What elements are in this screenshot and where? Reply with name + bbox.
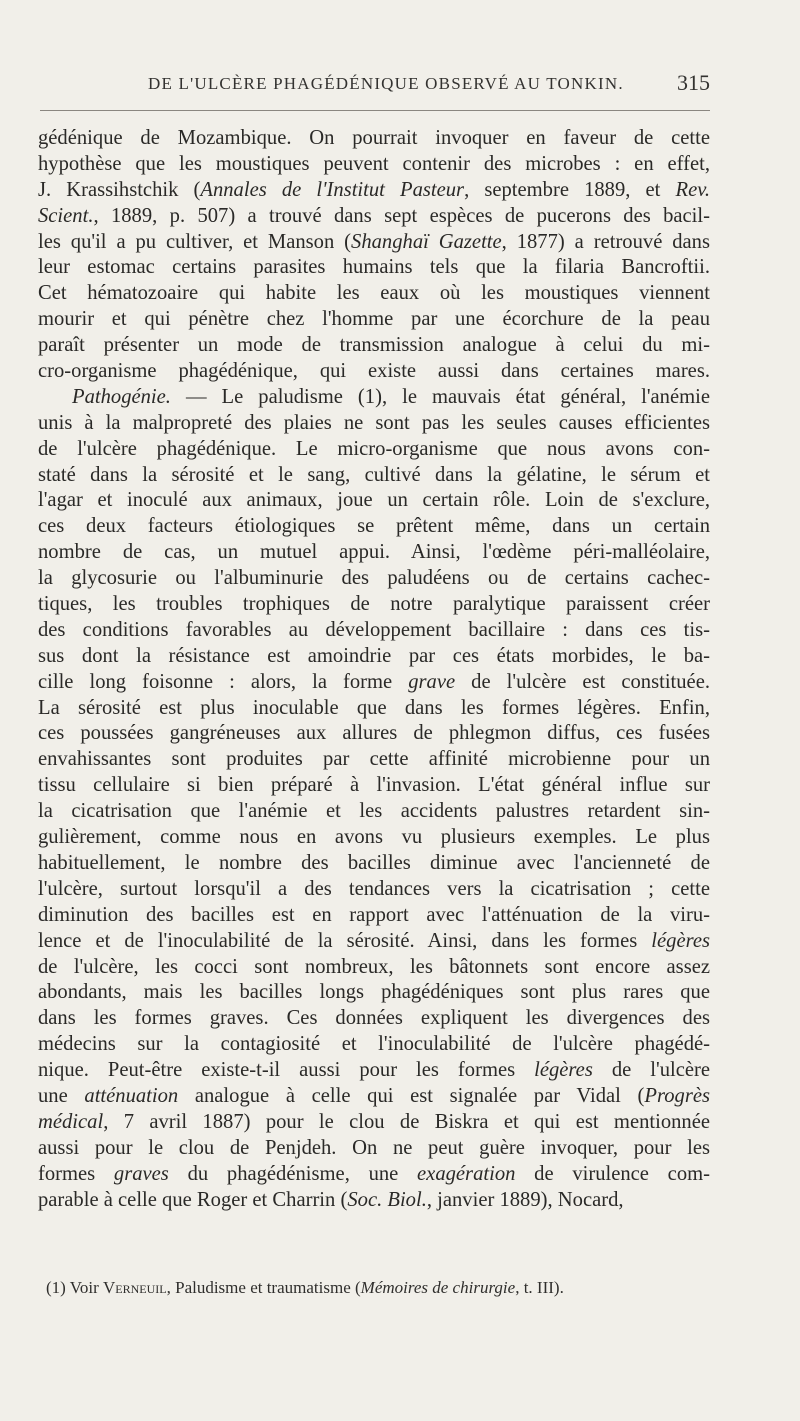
text-line [38,1162,710,1188]
text-line [38,488,710,514]
text-line [38,1058,710,1084]
text-run: formes [38,1162,114,1185]
text-run: de l'ulcère, les cocci sont nombreux, les bâtonnets sont encore assez [38,955,710,978]
page-number: 315 [677,70,710,95]
running-title: DE L'ULCÈRE PHAGÉDÉNIQUE OBSERVÉ AU TONKIN. [148,74,624,93]
text-run: lence et de l'inoculabilité de la sérosité. Ainsi, dans les formes [38,929,652,952]
italic-run: Rev. [675,178,710,201]
text-line [38,618,710,644]
text-line [38,696,710,722]
text-run: parable à celle que Roger et Charrin ( [38,1188,348,1211]
text-line [38,955,710,981]
text-run: — Le paludisme (1), le mauvais état général, l'anémie [170,385,710,408]
text-line [38,333,710,359]
text-run: tiques, les troubles trophiques de notre paralytique paraissent créer [38,593,710,616]
text-line [38,877,710,903]
text-run: les qu'il a pu cultiver, et Manson ( [38,230,352,253]
text-run: cro-organisme phagédénique, qui existe aussi dans certaines mares. [38,360,710,383]
text-run: mourir et qui pénètre chez l'homme par une écorchure de la peau [38,308,710,331]
text-run: tissu cellulaire si bien préparé à l'invasion. L'état général influe sur [38,774,710,797]
text-line [38,566,710,592]
text-line [38,825,710,851]
text-line [38,126,710,152]
text-run: de virulence com- [515,1162,710,1185]
text-line [38,385,710,411]
text-run: nombre de cas, un mutuel appui. Ainsi, l'œdème péri-malléolaire, [38,541,710,564]
text-run: nique. Peut-être existe-t-il aussi pour les formes [38,1059,535,1082]
text-line [38,411,710,437]
text-run: aussi pour le clou de Penjdeh. On ne peut guère invoquer, pour les [38,1136,710,1159]
italic-run: Scient. [38,204,94,227]
text-run: cille long foisonne : alors, la forme [38,670,409,693]
text-line [38,1136,710,1162]
text-run: analogue à celle qui est signalée par Vidal ( [178,1084,645,1107]
page-header [40,70,710,100]
text-run: médecins sur la contagiosité et l'inoculabilité de l'ulcère phagédé- [38,1033,710,1056]
text-line [38,230,710,256]
text-run: staté dans la sérosité et le sang, cultivé dans la gélatine, le sérum et [38,463,710,486]
text-line [38,851,710,877]
text-run: leur estomac certains parasites humains tels que la filaria Bancroftii. [38,256,710,279]
text-line [38,152,710,178]
text-line [38,178,710,204]
text-line [38,929,710,955]
text-line [38,721,710,747]
small-caps-run: Verneuil [103,1278,167,1297]
text-line [38,204,710,230]
italic-run: graves [113,1162,169,1185]
text-run: ces poussées gangréneuses aux allures de phlegmon diffus, ces fusées [38,722,710,745]
italic-run: Soc. Biol. [347,1188,427,1211]
text-line [38,644,710,670]
text-run: de l'ulcère phagédénique. Le micro-organisme que nous avons con- [38,437,710,460]
text-line [38,359,710,385]
text-line [38,437,710,463]
italic-run: légères [651,929,710,952]
text-line [38,1110,710,1136]
text-line [38,255,710,281]
italic-run: légères [534,1059,593,1082]
text-line [38,1188,710,1214]
body-text [38,126,710,1213]
text-run: la glycosurie ou l'albuminurie des paludéens ou de certains cachec- [38,567,710,590]
text-run: de l'ulcère est constituée. [455,670,710,693]
text-run: La sérosité est plus inoculable que dans les formes légères. Enfin, [38,696,710,719]
italic-run: médical [38,1110,104,1133]
text-run: sus dont la résistance est amoindrie par ces états morbides, le ba- [38,644,710,667]
text-line [38,980,710,1006]
text-line [38,540,710,566]
text-run: diminution des bacilles est en rapport avec l'atténuation de la viru- [38,903,710,926]
text-run: unis à la malpropreté des plaies ne sont pas les seules causes efficientes [38,411,710,434]
text-run: de l'ulcère [592,1059,711,1082]
text-run: , t. III). [515,1278,564,1297]
text-run: , 7 avril 1887) pour le clou de Biskra et qui est mentionnée [103,1110,710,1133]
text-line [38,1006,710,1032]
text-run: la cicatrisation que l'anémie et les accidents palustres retardent sin- [38,800,710,823]
text-line [38,1084,710,1110]
text-run: une [38,1084,85,1107]
text-line [38,463,710,489]
text-line [38,514,710,540]
italic-run: Progrès [644,1084,710,1107]
text-run: , septembre 1889, et [464,178,676,201]
text-run: , janvier 1889), Nocard, [426,1188,624,1211]
text-run: des conditions favorables au développement bacillaire : dans ces tis- [38,618,710,641]
text-run: Cet hématozoaire qui habite les eaux où les moustiques viennent [38,282,710,305]
text-run: paraît présenter un mode de transmission analogue à celui du mi- [38,334,710,357]
italic-run: grave [408,670,456,693]
text-line [38,773,710,799]
text-run: gédénique de Mozambique. On pourrait invoquer en faveur de cette [38,127,710,149]
text-run: habituellement, le nombre des bacilles diminue avec l'ancienneté de [38,851,710,874]
text-line [38,747,710,773]
text-run: abondants, mais les bacilles longs phagédéniques sont plus rares que [38,981,710,1004]
italic-run: Pathogénie. [72,385,171,408]
italic-run: Annales de l'Institut Pasteur [200,178,465,201]
text-run: hypothèse que les moustiques peuvent contenir des microbes : en effet, [38,152,710,175]
footnote [46,1277,710,1299]
text-line [38,903,710,929]
text-run: l'ulcère, surtout lorsqu'il a des tendances vers la cicatrisation ; cette [38,877,710,900]
text-run: , 1877) a retrouvé dans [501,230,710,253]
text-line [38,799,710,825]
text-run: dans les formes graves. Ces données expliquent les divergences des [38,1007,710,1030]
italic-run: Shanghaï Gazette [351,230,502,253]
text-line [38,670,710,696]
text-run: , Paludisme et traumatisme ( [166,1278,361,1297]
italic-run: atténuation [84,1084,179,1107]
italic-run: exagération [417,1162,516,1185]
text-run: (1) Voir [46,1278,103,1297]
text-run: ces deux facteurs étiologiques se prêtent même, dans un certain [38,515,710,538]
text-run: gulièrement, comme nous en avons vu plusieurs exemples. Le plus [38,826,710,849]
text-run: l'agar et inoculé aux animaux, joue un certain rôle. Loin de s'exclure, [38,489,710,512]
header-rule [40,110,710,111]
text-line [38,281,710,307]
text-run: du phagédénisme, une [168,1162,418,1185]
text-line [38,1032,710,1058]
text-line [38,307,710,333]
italic-run: Mémoires de chirurgie [360,1278,516,1297]
text-line [38,592,710,618]
text-run: J. Krassihstchik ( [38,178,201,201]
text-run: envahissantes sont produites par cette affinité microbienne pour un [38,748,710,771]
text-run: , 1889, p. 507) a trouvé dans sept espèces de pucerons des bacil- [93,204,710,227]
